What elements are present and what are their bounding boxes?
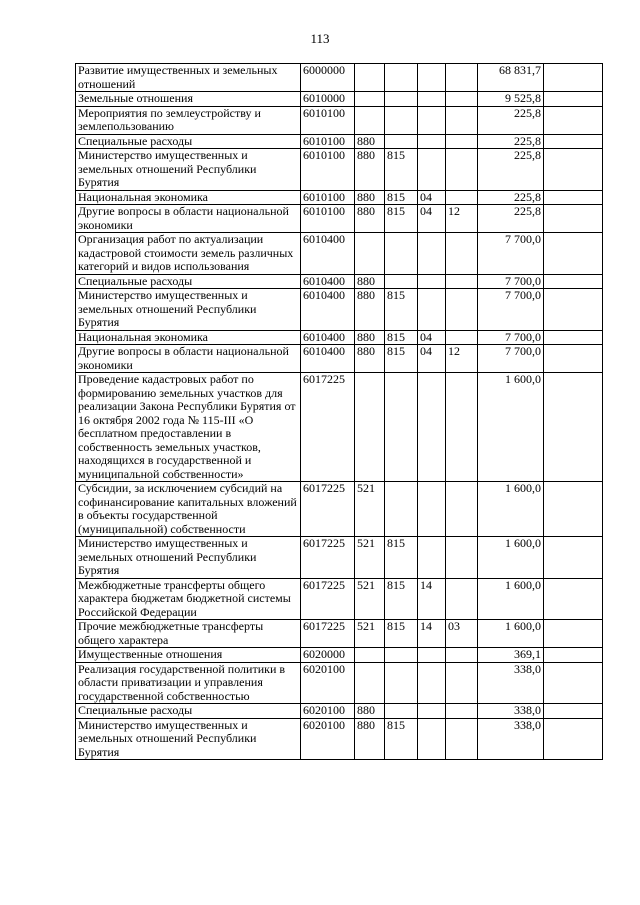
- empty-cell: [544, 289, 603, 331]
- expense-type-cell: 880: [355, 205, 385, 233]
- amount-cell: 68 831,7: [478, 64, 544, 92]
- row-name-cell: Земельные отношения: [76, 92, 301, 107]
- amount-cell: 7 700,0: [478, 289, 544, 331]
- budget-table: [75, 63, 603, 760]
- target-code-cell: 6010400: [301, 274, 355, 289]
- expense-type-cell: [355, 64, 385, 92]
- row-name-cell: Министерство имущественных и земельных отношений Республики Бурятия: [76, 149, 301, 191]
- section-cell: [418, 134, 446, 149]
- section-cell: [418, 106, 446, 134]
- subsection-cell: [446, 274, 478, 289]
- row-name-cell: Национальная экономика: [76, 190, 301, 205]
- row-name-cell: Субсидии, за исключением субсидий на софинансирование капитальных вложений в объекты государственной (муниципальной) собственности: [76, 482, 301, 537]
- section-cell: [418, 662, 446, 704]
- ministry-code-cell: 815: [385, 289, 418, 331]
- ministry-code-cell: 815: [385, 330, 418, 345]
- target-code-cell: 6010000: [301, 92, 355, 107]
- empty-cell: [544, 345, 603, 373]
- ministry-code-cell: 815: [385, 149, 418, 191]
- empty-cell: [544, 482, 603, 537]
- amount-cell: 1 600,0: [478, 578, 544, 620]
- target-code-cell: 6010100: [301, 205, 355, 233]
- expense-type-cell: 880: [355, 718, 385, 760]
- empty-cell: [544, 662, 603, 704]
- target-code-cell: 6017225: [301, 620, 355, 648]
- table-row: [76, 704, 603, 719]
- target-code-cell: 6020100: [301, 718, 355, 760]
- expense-type-cell: 880: [355, 345, 385, 373]
- row-name-cell: Другие вопросы в области национальной экономики: [76, 345, 301, 373]
- empty-cell: [544, 274, 603, 289]
- page-number: 113: [310, 31, 330, 46]
- empty-cell: [544, 106, 603, 134]
- table-row: [76, 274, 603, 289]
- amount-cell: 1 600,0: [478, 537, 544, 579]
- row-name-cell: Межбюджетные трансферты общего характера бюджетам бюджетной системы Российской Федерации: [76, 578, 301, 620]
- table-row: [76, 64, 603, 92]
- section-cell: [418, 274, 446, 289]
- table-row: [76, 662, 603, 704]
- ministry-code-cell: [385, 373, 418, 482]
- target-code-cell: 6000000: [301, 64, 355, 92]
- section-cell: [418, 64, 446, 92]
- subsection-cell: [446, 330, 478, 345]
- target-code-cell: 6010100: [301, 134, 355, 149]
- ministry-code-cell: [385, 648, 418, 663]
- table-row: [76, 648, 603, 663]
- table-row: [76, 149, 603, 191]
- section-cell: 14: [418, 578, 446, 620]
- amount-cell: 225,8: [478, 134, 544, 149]
- row-name-cell: Развитие имущественных и земельных отношений: [76, 64, 301, 92]
- ministry-code-cell: [385, 134, 418, 149]
- subsection-cell: [446, 289, 478, 331]
- target-code-cell: 6010100: [301, 149, 355, 191]
- section-cell: [418, 373, 446, 482]
- empty-cell: [544, 149, 603, 191]
- ministry-code-cell: 815: [385, 578, 418, 620]
- subsection-cell: [446, 704, 478, 719]
- ministry-code-cell: [385, 233, 418, 275]
- subsection-cell: [446, 648, 478, 663]
- section-cell: [418, 704, 446, 719]
- subsection-cell: [446, 92, 478, 107]
- amount-cell: 225,8: [478, 190, 544, 205]
- subsection-cell: [446, 578, 478, 620]
- expense-type-cell: 880: [355, 134, 385, 149]
- subsection-cell: [446, 106, 478, 134]
- subsection-cell: 12: [446, 345, 478, 373]
- section-cell: [418, 289, 446, 331]
- table-row: [76, 718, 603, 760]
- target-code-cell: 6010400: [301, 233, 355, 275]
- target-code-cell: 6017225: [301, 482, 355, 537]
- target-code-cell: 6020100: [301, 662, 355, 704]
- subsection-cell: 12: [446, 205, 478, 233]
- table-row: [76, 289, 603, 331]
- expense-type-cell: 521: [355, 620, 385, 648]
- target-code-cell: 6010400: [301, 289, 355, 331]
- subsection-cell: [446, 190, 478, 205]
- section-cell: 14: [418, 620, 446, 648]
- expense-type-cell: [355, 373, 385, 482]
- ministry-code-cell: 815: [385, 537, 418, 579]
- table-row: [76, 330, 603, 345]
- empty-cell: [544, 64, 603, 92]
- table-row: [76, 190, 603, 205]
- empty-cell: [544, 620, 603, 648]
- target-code-cell: 6010400: [301, 330, 355, 345]
- ministry-code-cell: 815: [385, 205, 418, 233]
- section-cell: 04: [418, 345, 446, 373]
- subsection-cell: [446, 64, 478, 92]
- row-name-cell: Мероприятия по землеустройству и землепользованию: [76, 106, 301, 134]
- table-row: [76, 373, 603, 482]
- row-name-cell: Организация работ по актуализации кадастровой стоимости земель различных категорий и видов использования: [76, 233, 301, 275]
- row-name-cell: Специальные расходы: [76, 704, 301, 719]
- expense-type-cell: 880: [355, 274, 385, 289]
- expense-type-cell: 880: [355, 149, 385, 191]
- row-name-cell: Министерство имущественных и земельных отношений Республики Бурятия: [76, 718, 301, 760]
- ministry-code-cell: [385, 704, 418, 719]
- expense-type-cell: [355, 662, 385, 704]
- expense-type-cell: [355, 233, 385, 275]
- row-name-cell: Проведение кадастровых работ по формированию земельных участков для реализации Закона Республики Бурятия от 16 октября 2002 года № 115-III «О бесплатном предоставлении в собственность земельных участков, находящихся в государственной и муниципальной собственности»: [76, 373, 301, 482]
- subsection-cell: [446, 149, 478, 191]
- section-cell: [418, 482, 446, 537]
- ministry-code-cell: 815: [385, 620, 418, 648]
- expense-type-cell: [355, 648, 385, 663]
- expense-type-cell: 880: [355, 289, 385, 331]
- ministry-code-cell: [385, 482, 418, 537]
- amount-cell: 225,8: [478, 106, 544, 134]
- amount-cell: 1 600,0: [478, 620, 544, 648]
- table-row: [76, 233, 603, 275]
- ministry-code-cell: [385, 106, 418, 134]
- expense-type-cell: 880: [355, 330, 385, 345]
- subsection-cell: [446, 482, 478, 537]
- amount-cell: 1 600,0: [478, 482, 544, 537]
- empty-cell: [544, 190, 603, 205]
- target-code-cell: 6010400: [301, 345, 355, 373]
- expense-type-cell: [355, 106, 385, 134]
- amount-cell: 1 600,0: [478, 373, 544, 482]
- empty-cell: [544, 134, 603, 149]
- ministry-code-cell: [385, 92, 418, 107]
- subsection-cell: 03: [446, 620, 478, 648]
- row-name-cell: Имущественные отношения: [76, 648, 301, 663]
- empty-cell: [544, 330, 603, 345]
- table-row: [76, 578, 603, 620]
- subsection-cell: [446, 134, 478, 149]
- ministry-code-cell: [385, 274, 418, 289]
- empty-cell: [544, 233, 603, 275]
- row-name-cell: Национальная экономика: [76, 330, 301, 345]
- table-row: [76, 92, 603, 107]
- empty-cell: [544, 92, 603, 107]
- amount-cell: 225,8: [478, 205, 544, 233]
- amount-cell: 7 700,0: [478, 330, 544, 345]
- table-row: [76, 537, 603, 579]
- ministry-code-cell: [385, 662, 418, 704]
- target-code-cell: 6010100: [301, 190, 355, 205]
- section-cell: 04: [418, 190, 446, 205]
- amount-cell: 7 700,0: [478, 274, 544, 289]
- section-cell: [418, 648, 446, 663]
- budget-table-body: [76, 64, 603, 760]
- section-cell: [418, 718, 446, 760]
- table-row: [76, 620, 603, 648]
- section-cell: 04: [418, 205, 446, 233]
- amount-cell: 338,0: [478, 718, 544, 760]
- row-name-cell: Министерство имущественных и земельных отношений Республики Бурятия: [76, 537, 301, 579]
- row-name-cell: Министерство имущественных и земельных отношений Республики Бурятия: [76, 289, 301, 331]
- subsection-cell: [446, 718, 478, 760]
- subsection-cell: [446, 373, 478, 482]
- row-name-cell: Реализация государственной политики в области приватизации и управления государственной собственностью: [76, 662, 301, 704]
- section-cell: [418, 92, 446, 107]
- table-row: [76, 482, 603, 537]
- empty-cell: [544, 648, 603, 663]
- empty-cell: [544, 718, 603, 760]
- section-cell: [418, 149, 446, 191]
- empty-cell: [544, 704, 603, 719]
- target-code-cell: 6017225: [301, 578, 355, 620]
- section-cell: [418, 537, 446, 579]
- expense-type-cell: 521: [355, 482, 385, 537]
- ministry-code-cell: [385, 64, 418, 92]
- expense-type-cell: 880: [355, 704, 385, 719]
- row-name-cell: Другие вопросы в области национальной экономики: [76, 205, 301, 233]
- section-cell: [418, 233, 446, 275]
- amount-cell: 369,1: [478, 648, 544, 663]
- table-row: [76, 106, 603, 134]
- table-row: [76, 205, 603, 233]
- target-code-cell: 6020000: [301, 648, 355, 663]
- subsection-cell: [446, 233, 478, 275]
- row-name-cell: Специальные расходы: [76, 274, 301, 289]
- expense-type-cell: 880: [355, 190, 385, 205]
- amount-cell: 338,0: [478, 704, 544, 719]
- amount-cell: 7 700,0: [478, 345, 544, 373]
- row-name-cell: Прочие межбюджетные трансферты общего характера: [76, 620, 301, 648]
- empty-cell: [544, 205, 603, 233]
- target-code-cell: 6010100: [301, 106, 355, 134]
- empty-cell: [544, 578, 603, 620]
- empty-cell: [544, 537, 603, 579]
- amount-cell: 7 700,0: [478, 233, 544, 275]
- ministry-code-cell: 815: [385, 190, 418, 205]
- target-code-cell: 6017225: [301, 537, 355, 579]
- expense-type-cell: 521: [355, 537, 385, 579]
- expense-type-cell: 521: [355, 578, 385, 620]
- amount-cell: 9 525,8: [478, 92, 544, 107]
- amount-cell: 225,8: [478, 149, 544, 191]
- empty-cell: [544, 373, 603, 482]
- table-row: [76, 134, 603, 149]
- subsection-cell: [446, 537, 478, 579]
- expense-type-cell: [355, 92, 385, 107]
- amount-cell: 338,0: [478, 662, 544, 704]
- target-code-cell: 6020100: [301, 704, 355, 719]
- ministry-code-cell: 815: [385, 718, 418, 760]
- section-cell: 04: [418, 330, 446, 345]
- table-row: [76, 345, 603, 373]
- ministry-code-cell: 815: [385, 345, 418, 373]
- row-name-cell: Специальные расходы: [76, 134, 301, 149]
- target-code-cell: 6017225: [301, 373, 355, 482]
- subsection-cell: [446, 662, 478, 704]
